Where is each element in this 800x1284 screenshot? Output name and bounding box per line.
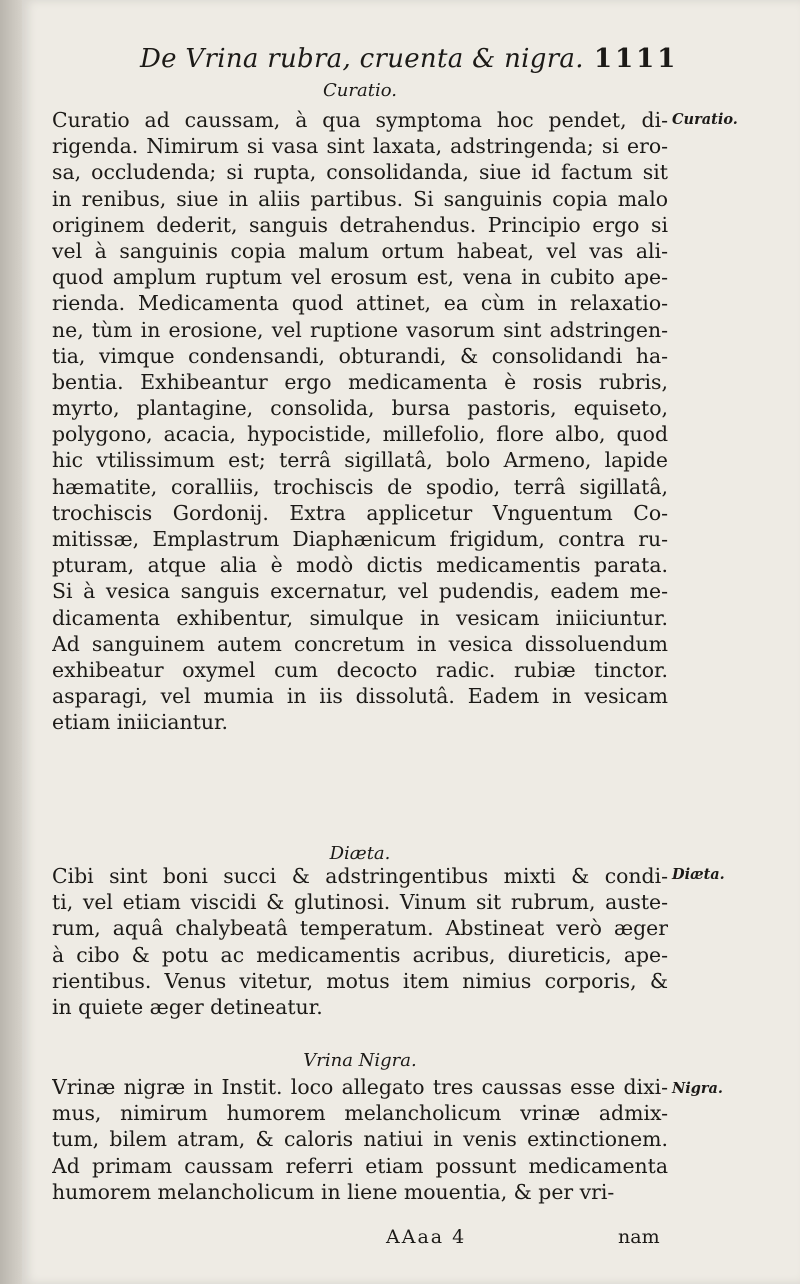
- text-line: tia, vimque condensandi, obturandi, & consolidandi ha-: [52, 343, 668, 368]
- section-heading-vrina-nigra: Vrina Nigra.: [303, 1050, 417, 1071]
- text-line: Vrinæ nigræ in Instit. loco allegato tres caussas esse dixi-: [52, 1075, 668, 1099]
- text-line: pturam, atque alia è modò dictis medicamentis parata.: [52, 553, 668, 578]
- text-line: trochiscis Gordonij. Extra applicetur Vnguentum Co-: [52, 500, 668, 525]
- text-line: in quiete æger detineatur.: [52, 994, 323, 1019]
- text-line: Ad primam caussam referri etiam possunt medicamenta: [52, 1153, 668, 1178]
- catchword: nam: [618, 1226, 660, 1248]
- text-line: Ad sanguinem autem concretum in vesica dissoluendum: [52, 631, 668, 656]
- page-number: 1111: [594, 44, 679, 74]
- section-text-diaeta: [52, 863, 668, 1020]
- text-line: dicamenta exhibentur, simulque in vesicam iniiciuntur.: [52, 605, 668, 630]
- text-line: quod amplum ruptum vel erosum est, vena in cubito ape-: [52, 265, 668, 290]
- running-title: De Vrina rubra, cruenta & nigra.: [140, 44, 584, 74]
- page-footer: [0, 1224, 800, 1258]
- margin-note-nigra: Nigra.: [672, 1080, 723, 1097]
- text-line: hæmatite, coralliis, trochiscis de spodio, terrâ sigillatâ,: [52, 474, 668, 499]
- text-line: asparagi, vel mumia in iis dissolutâ. Eadem in vesicam: [52, 684, 668, 709]
- text-line: Curatio ad caussam, à qua symptoma hoc pendet, di-: [52, 108, 668, 132]
- section-heading-curatio: Curatio.: [323, 80, 397, 101]
- text-line: in renibus, siue in aliis partibus. Si sanguinis copia malo: [52, 186, 668, 211]
- text-line: sa, occludenda; si rupta, consolidanda, siue id factum sit: [52, 160, 668, 185]
- text-line: etiam iniiciantur.: [52, 710, 228, 735]
- margin-note-curatio: Curatio.: [672, 111, 738, 128]
- margin-note-diaeta: Diæta.: [672, 866, 725, 883]
- text-line: rigenda. Nimirum si vasa sint laxata, adstringenda; si ero-: [52, 134, 668, 159]
- text-line: rum, aquâ chalybeatâ temperatum. Abstineat verò æger: [52, 916, 668, 941]
- text-line: vel à sanguinis copia malum ortum habeat, vel vas ali-: [52, 238, 668, 263]
- text-line: bentia. Exhibeantur ergo medicamenta è rosis rubris,: [52, 369, 668, 394]
- section-heading-diaeta: Diæta.: [329, 843, 391, 864]
- text-line: rienda. Medicamenta quod attinet, ea cùm in relaxatio-: [52, 291, 668, 316]
- page-header: [0, 40, 800, 80]
- text-line: ti, vel etiam viscidi & glutinosi. Vinum sit rubrum, auste-: [52, 890, 668, 915]
- section-text-vrina-nigra: [52, 1074, 668, 1205]
- binding-gutter: [0, 0, 22, 1284]
- text-line: exhibeatur oxymel cum decocto radic. rubiæ tinctor.: [52, 657, 668, 682]
- text-line: Cibi sint boni succi & adstringentibus mixti & condi-: [52, 864, 668, 888]
- text-line: mitissæ, Emplastrum Diaphænicum frigidum, contra ru-: [52, 527, 668, 551]
- text-line: humorem melancholicum in liene mouentia, & per vri-: [52, 1179, 615, 1204]
- text-line: polygono, acacia, hypocistide, millefolio, flore albo, quod: [52, 422, 668, 447]
- text-line: Si à vesica sanguis excernatur, vel pudendis, eadem me-: [52, 579, 668, 604]
- text-line: ne, tùm in erosione, vel ruptione vasorum sint adstringen-: [52, 317, 668, 342]
- text-line: originem dederit, sanguis detrahendus. Principio ergo si: [52, 212, 668, 237]
- text-line: tum, bilem atram, & caloris natiui in venis extinctionem.: [52, 1127, 668, 1152]
- signature-mark: AAaa 4: [386, 1226, 467, 1248]
- text-line: à cibo & potu ac medicamentis acribus, diureticis, ape-: [52, 942, 668, 967]
- text-line: rientibus. Venus vitetur, motus item nimius corporis, &: [52, 968, 668, 993]
- text-line: mus, nimirum humorem melancholicum vrinæ admix-: [52, 1101, 668, 1126]
- text-line: myrto, plantagine, consolida, bursa pastoris, equiseto,: [52, 396, 668, 421]
- text-line: hic vtilissimum est; terrâ sigillatâ, bolo Armeno, lapide: [52, 448, 668, 473]
- section-text-curatio: [52, 107, 668, 736]
